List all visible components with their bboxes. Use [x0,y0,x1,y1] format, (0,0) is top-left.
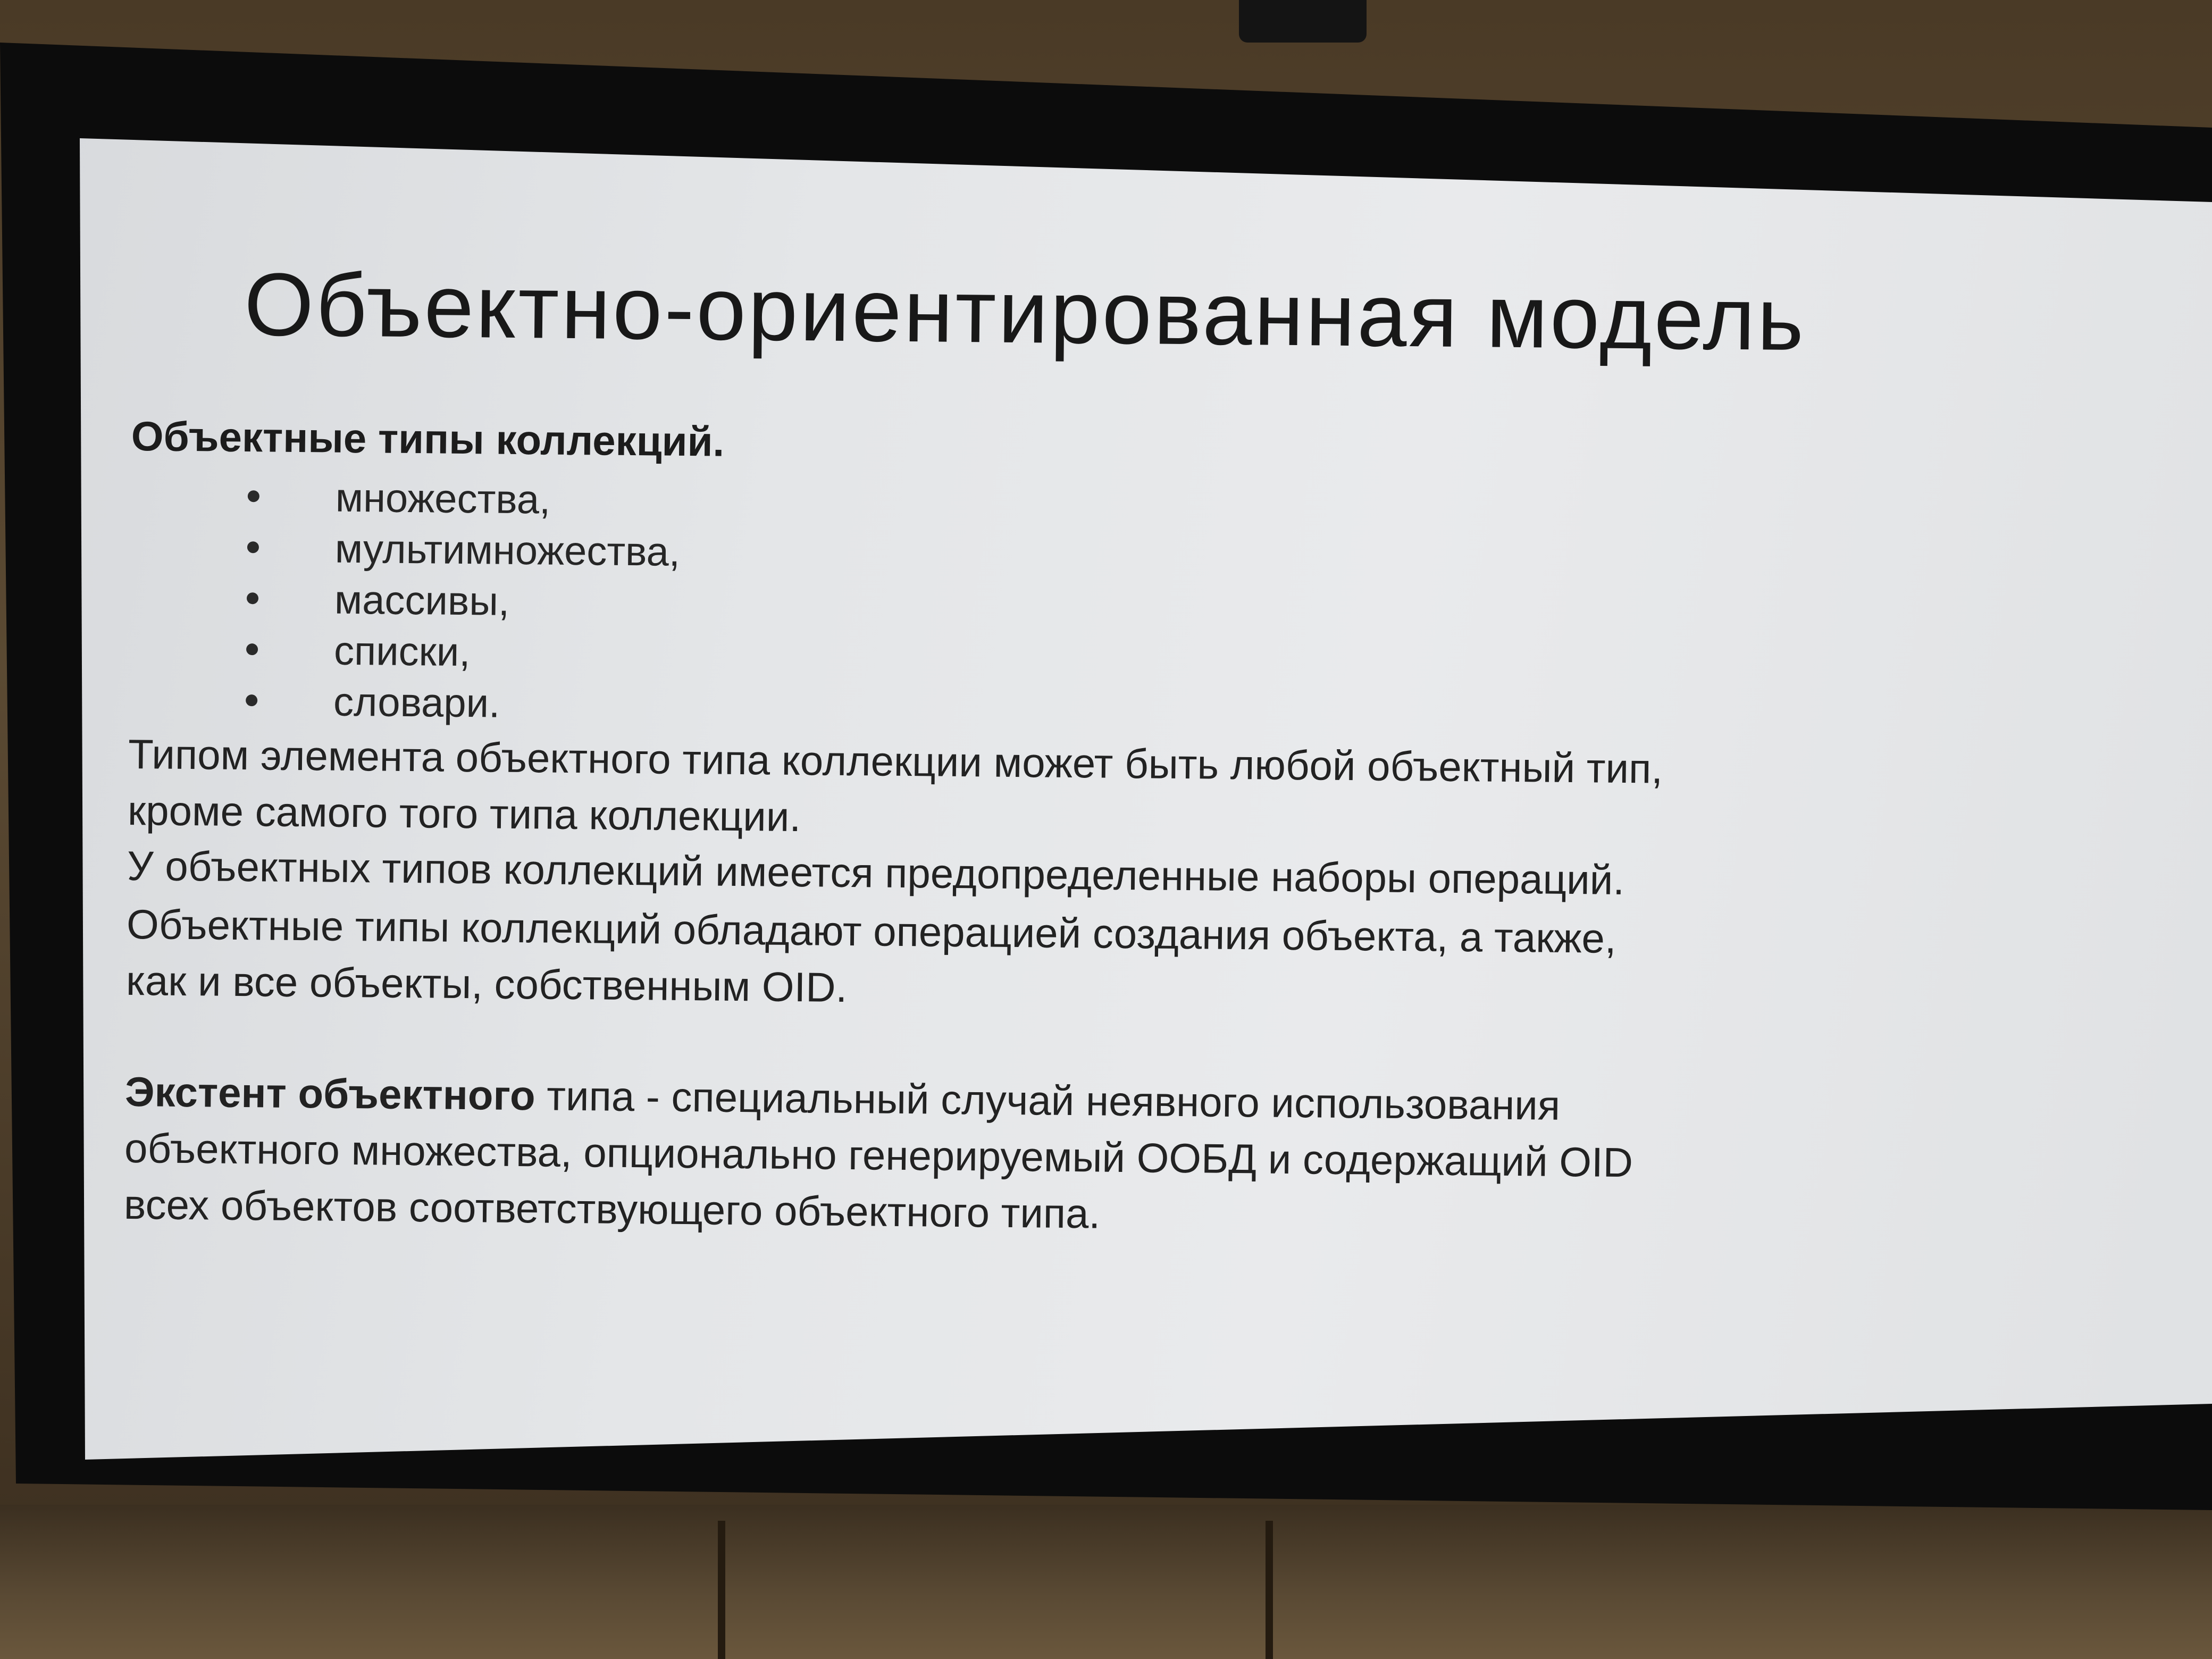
paragraph-line: У объектных типов коллекций имеется предопределенные наборы операций. [127,842,1625,903]
list-item [247,472,681,527]
paragraph-line: кроме самого того типа коллекции. [127,786,801,841]
list-item-text: массивы, [334,577,510,624]
paragraph-line: Типом элемента объектного типа коллекции может быть любой объектный тип, [128,730,1663,792]
paragraph-oid [126,896,1616,1023]
list-item [247,574,680,629]
slide-heading: Объектные типы коллекций. [131,412,725,465]
bullet-icon [247,541,259,553]
paragraph-extent [124,1063,1634,1247]
bullet-icon [248,490,259,502]
list-item-text: словари. [333,679,500,726]
paragraph-line: всех объектов соответствующего объектного типа. [123,1180,1101,1237]
list-item-text: списки, [333,628,471,675]
paragraph-line: как и все объекты, собственным OID. [125,957,848,1011]
paragraph-line: Объектные типы коллекций обладают операцией создания объекта, а также, [126,900,1616,962]
bullet-icon [247,592,258,604]
list-item-text: мультимножества, [334,526,681,575]
paragraph-line: объектного множества, опционально генерируемый ООБД и содержащий OID [124,1124,1633,1186]
list-item-text: множества, [335,475,551,523]
list-item [246,676,679,731]
bullet-icon [246,643,258,655]
extent-term: Экстент объектного [124,1068,536,1119]
paragraph-element-type [128,726,1663,853]
paragraph-text: типа - специальный случай неявного использования [535,1072,1561,1129]
slide-title: Объектно-ориентированная модель [244,254,1807,370]
bullet-list [246,472,681,731]
list-item [246,625,680,680]
bullet-icon [246,694,257,706]
list-item [247,523,680,578]
